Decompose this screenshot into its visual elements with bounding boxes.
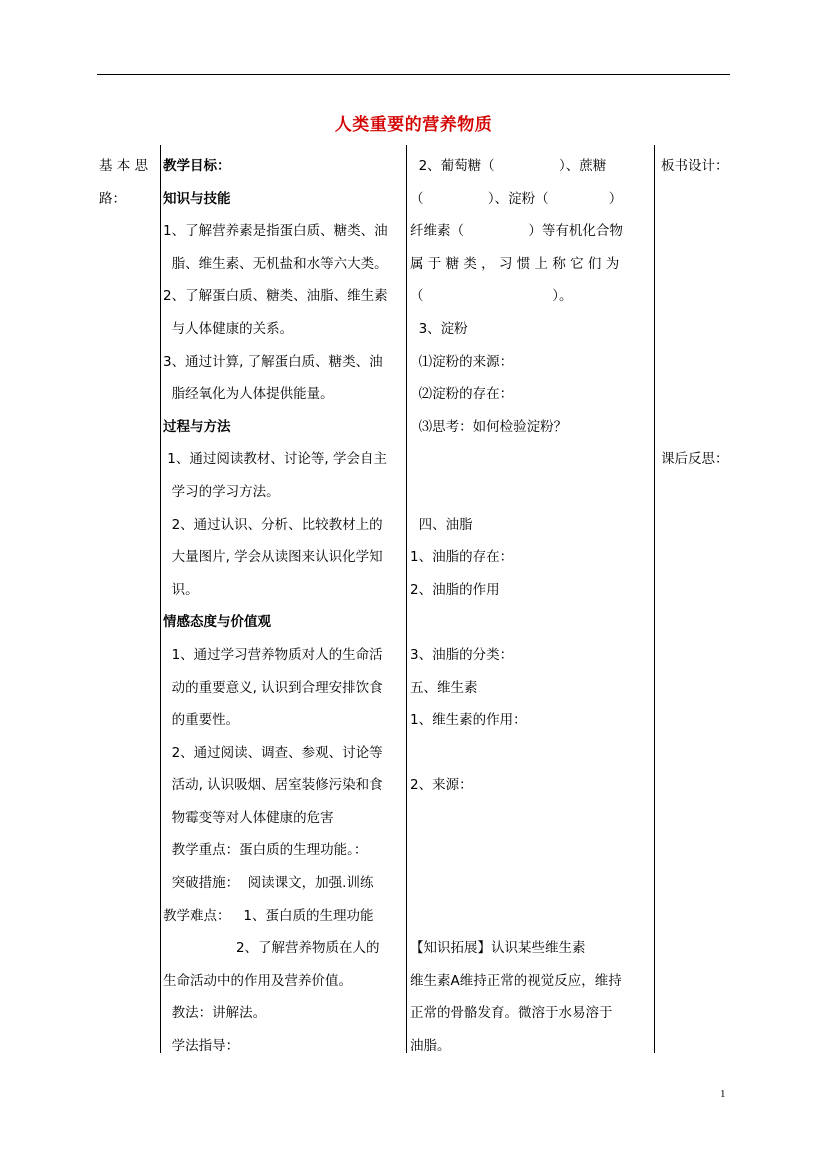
content-text-line bbox=[410, 802, 650, 835]
content-text-line bbox=[410, 867, 650, 900]
content-text-line: 2、来源： bbox=[410, 777, 473, 794]
reflection-label: 课后反思： bbox=[661, 451, 729, 468]
goal-text-line: 生命活动中的作用及营养价值。 bbox=[163, 972, 352, 989]
content-text-line: 2、油脂的作用 bbox=[410, 581, 500, 598]
page-number: 1 bbox=[720, 1088, 726, 1100]
goal-text-line: 脂经氧化为人体提供能量。 bbox=[163, 386, 334, 403]
board-design-column bbox=[661, 150, 751, 476]
content-text-line: 【知识拓展】认识某些维生素 bbox=[410, 940, 586, 957]
basic-idea-label-2: 路： bbox=[99, 190, 126, 207]
content-text-line bbox=[410, 606, 650, 639]
goal-text-line: 1、了解营养素是指蛋白质、糖类、油 bbox=[163, 223, 388, 240]
page-title: 人类重要的营养物质 bbox=[334, 115, 493, 135]
content-text-line: 四、油脂 bbox=[410, 516, 473, 533]
goal-text-line: 学习的学习方法。 bbox=[163, 483, 280, 500]
content-text-line bbox=[410, 900, 650, 933]
goal-text-line: 1、通过阅读教材、讨论等, 学会自主 bbox=[163, 451, 387, 468]
content-text-line: 3、淀粉 bbox=[410, 320, 468, 337]
section-heading: 过程与方法 bbox=[163, 418, 231, 435]
content-text-line bbox=[410, 737, 650, 770]
content-text-line: 油脂。 bbox=[410, 1038, 451, 1055]
content-text-line: 纤维素（ ）等有机化合物 bbox=[410, 223, 623, 240]
section-heading: 知识与技能 bbox=[163, 190, 231, 207]
content-text-line: ⑴淀粉的来源： bbox=[410, 353, 514, 370]
content-text-line: 正常的骨骼发育。微溶于水易溶于 bbox=[410, 1005, 613, 1022]
content-text-line bbox=[410, 476, 650, 509]
goal-text-line: 识。 bbox=[163, 581, 199, 598]
goal-text-line: 的重要性。 bbox=[163, 712, 240, 729]
content-text-line: ⑶思考：如何检验淀粉？ bbox=[410, 418, 568, 435]
content-text-line: 属 于 糖 类 ， 习 惯 上 称 它 们 为 bbox=[410, 255, 620, 272]
content-text-line: 维生素A维持正常的视觉反应，维持 bbox=[410, 972, 622, 989]
goal-text-line: 脂、维生素、无机盐和水等六大类。 bbox=[163, 255, 388, 272]
content-text-line: 3、油脂的分类： bbox=[410, 646, 514, 663]
goal-text-line: 3、通过计算, 了解蛋白质、糖类、油 bbox=[163, 353, 383, 370]
content-text-line: 1、维生素的作用： bbox=[410, 712, 527, 729]
goal-text-line: 动的重要意义, 认识到合理安排饮食 bbox=[163, 679, 383, 696]
content-text-line: 1、油脂的存在： bbox=[410, 549, 514, 566]
basic-idea-label-1: 基 本 思 bbox=[99, 158, 149, 174]
column-divider-3 bbox=[654, 145, 655, 1053]
goal-text-line: 教法：讲解法。 bbox=[163, 1005, 267, 1022]
goal-text-line: 大量图片, 学会从读图来认识化学知 bbox=[163, 549, 383, 566]
content-text-line: 五、维生素 bbox=[410, 679, 478, 696]
content-text-line: ⑵淀粉的存在： bbox=[410, 386, 514, 403]
goal-text-line: 2、了解蛋白质、糖类、油脂、维生素 bbox=[163, 288, 388, 305]
board-design-label: 板书设计： bbox=[661, 158, 729, 174]
goal-text-line: 2、了解营养物质在人的 bbox=[163, 940, 380, 957]
column-divider-2 bbox=[406, 145, 407, 1053]
content-column bbox=[410, 150, 650, 1063]
column-divider-1 bbox=[160, 145, 161, 1053]
content-text-line bbox=[410, 443, 650, 476]
goal-text-line: 教学难点： 1、蛋白质的生理功能 bbox=[163, 907, 374, 924]
section-heading: 教学目标： bbox=[163, 158, 231, 174]
content-text-line: 2、葡萄糖（ ）、蔗糖 bbox=[410, 158, 607, 174]
section-heading: 情感态度与价值观 bbox=[163, 614, 271, 631]
teaching-goals-column bbox=[163, 150, 405, 1063]
content-text-line bbox=[410, 834, 650, 867]
content-text-line: （ ）、淀粉（ ） bbox=[410, 190, 623, 207]
goal-text-line: 2、通过认识、分析、比较教材上的 bbox=[163, 516, 383, 533]
goal-text-line: 教学重点：蛋白质的生理功能。： bbox=[163, 842, 368, 859]
goal-text-line: 学法指导： bbox=[163, 1038, 240, 1055]
goal-text-line: 与人体健康的关系。 bbox=[163, 320, 294, 337]
basic-idea-column bbox=[99, 150, 159, 215]
goal-text-line: 1、通过学习营养物质对人的生命活 bbox=[163, 646, 383, 663]
content-text-line: （ ）。 bbox=[410, 288, 573, 305]
header-rule bbox=[97, 74, 730, 75]
goal-text-line: 物霉变等对人体健康的危害 bbox=[163, 809, 334, 826]
goal-text-line: 活动, 认识吸烟、居室装修污染和食 bbox=[163, 777, 383, 794]
goal-text-line: 2、通过阅读、调查、参观、讨论等 bbox=[163, 744, 383, 761]
goal-text-line: 突破措施： 阅读课文，加强.训练 bbox=[163, 875, 374, 892]
